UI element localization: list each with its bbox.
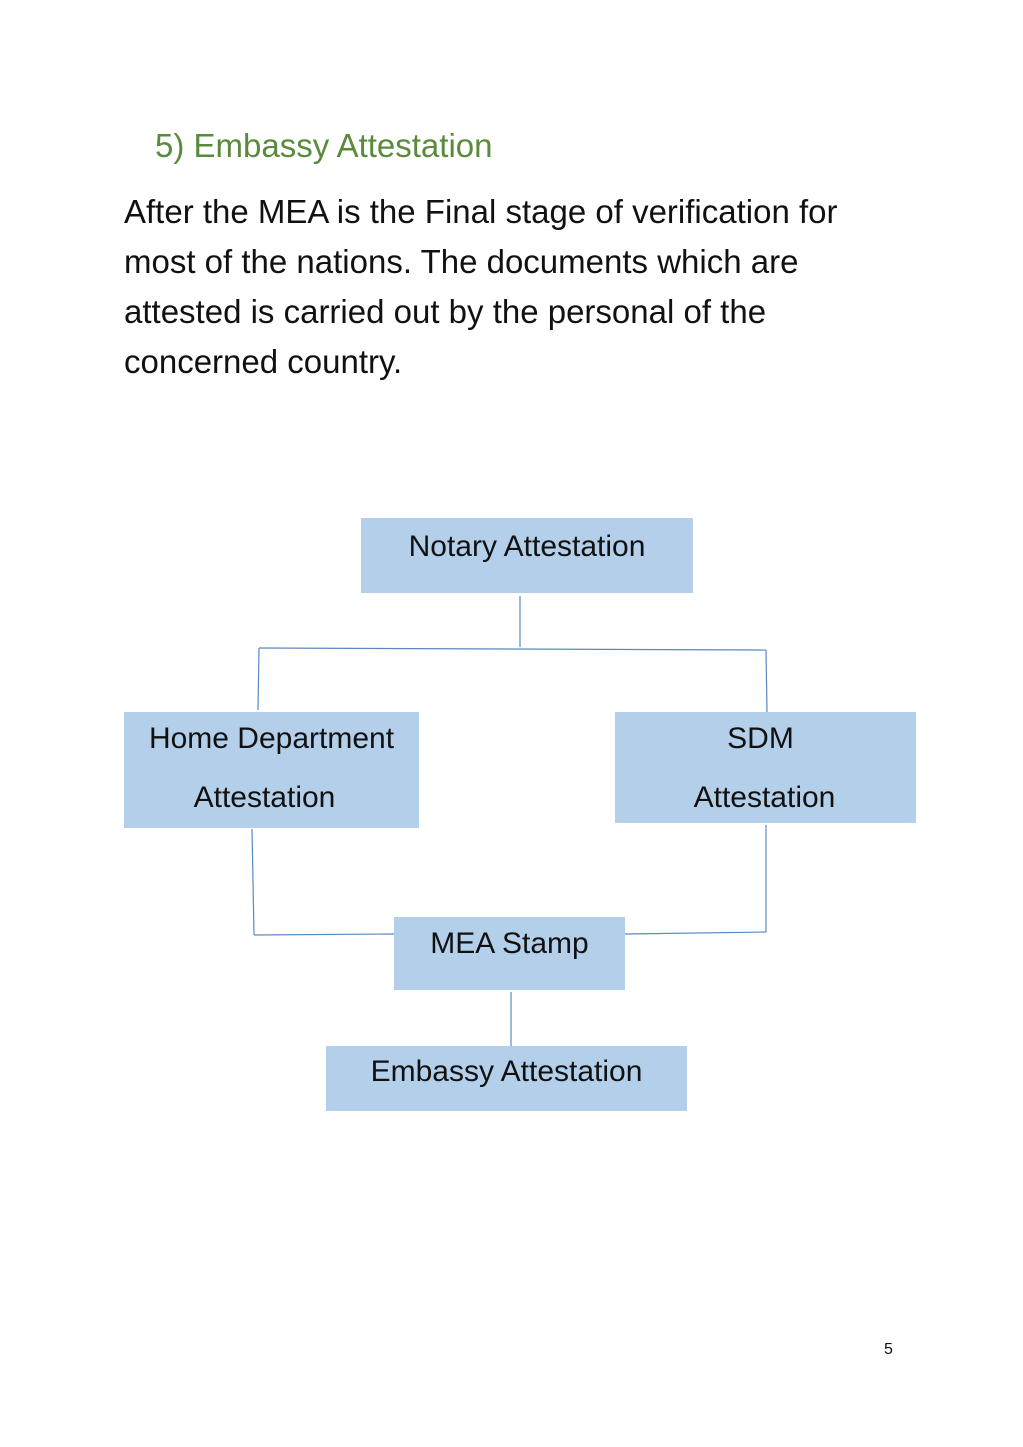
paragraph-line: attested is carried out by the personal of the [124, 293, 767, 330]
connector-home-department-down [252, 829, 254, 935]
connector-to-mea-right [625, 932, 766, 934]
mea-stamp-box [394, 917, 625, 990]
embassy-attestation-box [326, 1046, 687, 1111]
paragraph-line: After the MEA is the Final stage of verification for [124, 193, 838, 230]
section-heading: 5) Embassy Attestation [155, 127, 493, 164]
connector-to-sdm [766, 650, 767, 713]
sdm-label-line2: Attestation [693, 781, 836, 814]
section-paragraph [124, 187, 914, 387]
page-number: 5 [884, 1341, 893, 1358]
notary-attestation-box [361, 518, 693, 593]
mea-stamp-label: MEA Stamp [430, 927, 589, 960]
notary-attestation-label: Notary Attestation [408, 530, 646, 563]
sdm-attestation-box [615, 712, 916, 823]
paragraph-line: concerned country. [124, 343, 403, 380]
home-department-label-line2: Attestation [193, 781, 336, 814]
paragraph-line: most of the nations. The documents which are [124, 243, 799, 280]
embassy-attestation-label: Embassy Attestation [370, 1055, 643, 1088]
home-department-label-line1: Home Department [148, 722, 395, 755]
connector-to-mea-left [254, 934, 394, 935]
sdm-label-line1: SDM [727, 722, 794, 755]
connector-top-horizontal [259, 648, 766, 650]
home-department-attestation-box [124, 712, 419, 828]
connector-to-home-department [258, 648, 259, 710]
